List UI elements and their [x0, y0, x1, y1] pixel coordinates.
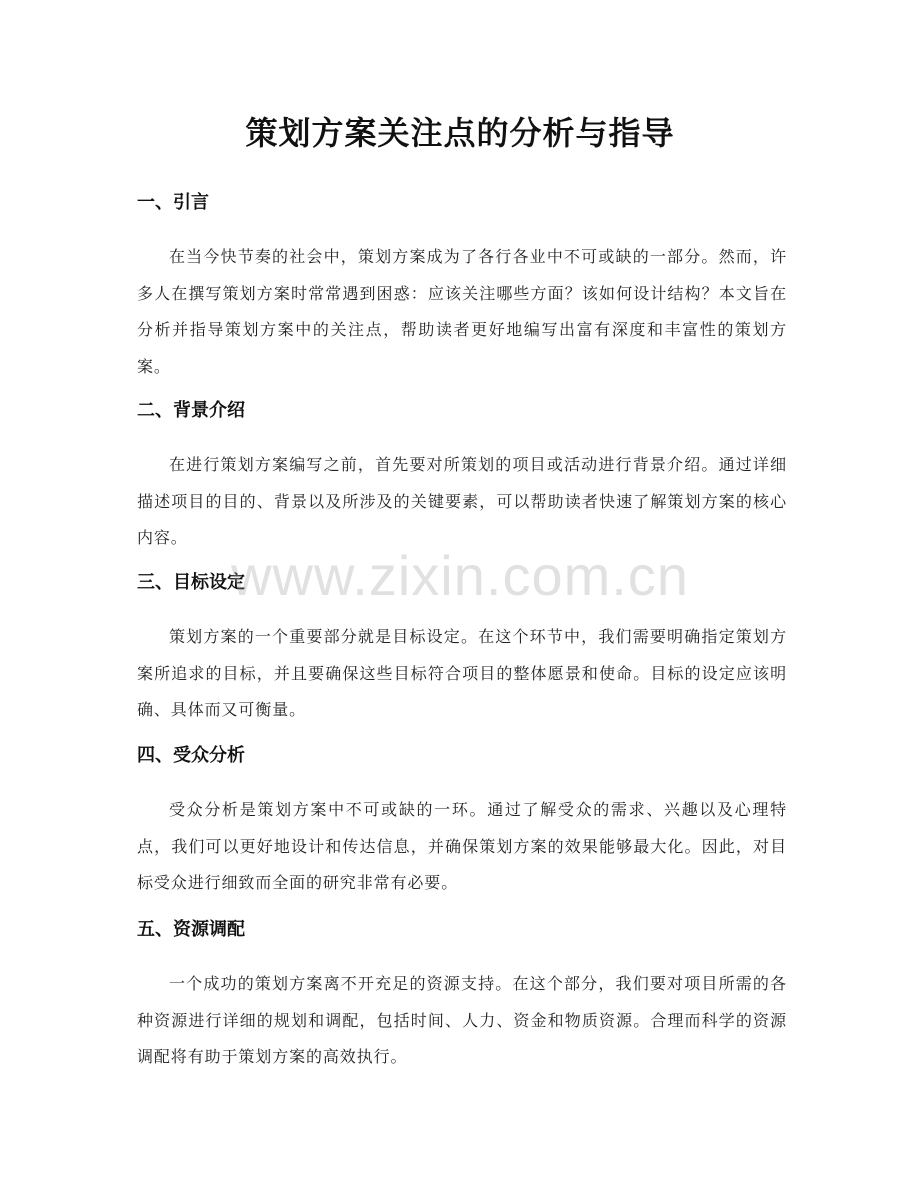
watermark: www.zixin.com.cn: [231, 544, 689, 607]
section-introduction: [137, 190, 787, 385]
page-title: 策划方案关注点的分析与指导: [245, 114, 675, 152]
section-heading: 一、引言: [137, 192, 209, 213]
section-heading: 四、受众分析: [137, 745, 245, 766]
section-paragraph: 在进行策划方案编写之前，首先要对所策划的项目或活动进行背景介绍。通过详细描述项目的目的、背景以及所涉及的关键要素，可以帮助读者快速了解策划方案的核心内容。: [137, 455, 787, 547]
section-paragraph: 受众分析是策划方案中不可或缺的一环。通过了解受众的需求、兴趣以及心理特点，我们可以更好地设计和传达信息，并确保策划方案的效果能够最大化。因此，对目标受众进行细致而全面的研究非常有必要。: [137, 800, 787, 892]
section-resource-allocation: [137, 917, 787, 1076]
section-paragraph: 在当今快节奏的社会中，策划方案成为了各行各业中不可或缺的一部分。然而，许多人在撰写策划方案时常常遇到困惑：应该关注哪些方面？该如何设计结构？本文旨在分析并指导策划方案中的关注点，帮助读者更好地编写出富有深度和丰富性的策划方案。: [137, 247, 787, 376]
section-heading: 二、背景介绍: [137, 400, 245, 421]
section-goal-setting: [137, 570, 787, 729]
section-paragraph: 策划方案的一个重要部分就是目标设定。在这个环节中，我们需要明确指定策划方案所追求的目标，并且要确保这些目标符合项目的整体愿景和使命。目标的设定应该明确、具体而又可衡量。: [137, 627, 787, 719]
section-heading: 三、目标设定: [137, 572, 245, 593]
section-background: [137, 398, 787, 557]
section-heading: 五、资源调配: [137, 919, 245, 940]
section-audience-analysis: [137, 743, 787, 902]
section-paragraph: 一个成功的策划方案离不开充足的资源支持。在这个部分，我们要对项目所需的各种资源进行详细的规划和调配，包括时间、人力、资金和物质资源。合理而科学的资源调配将有助于策划方案的高效执行。: [137, 974, 787, 1066]
